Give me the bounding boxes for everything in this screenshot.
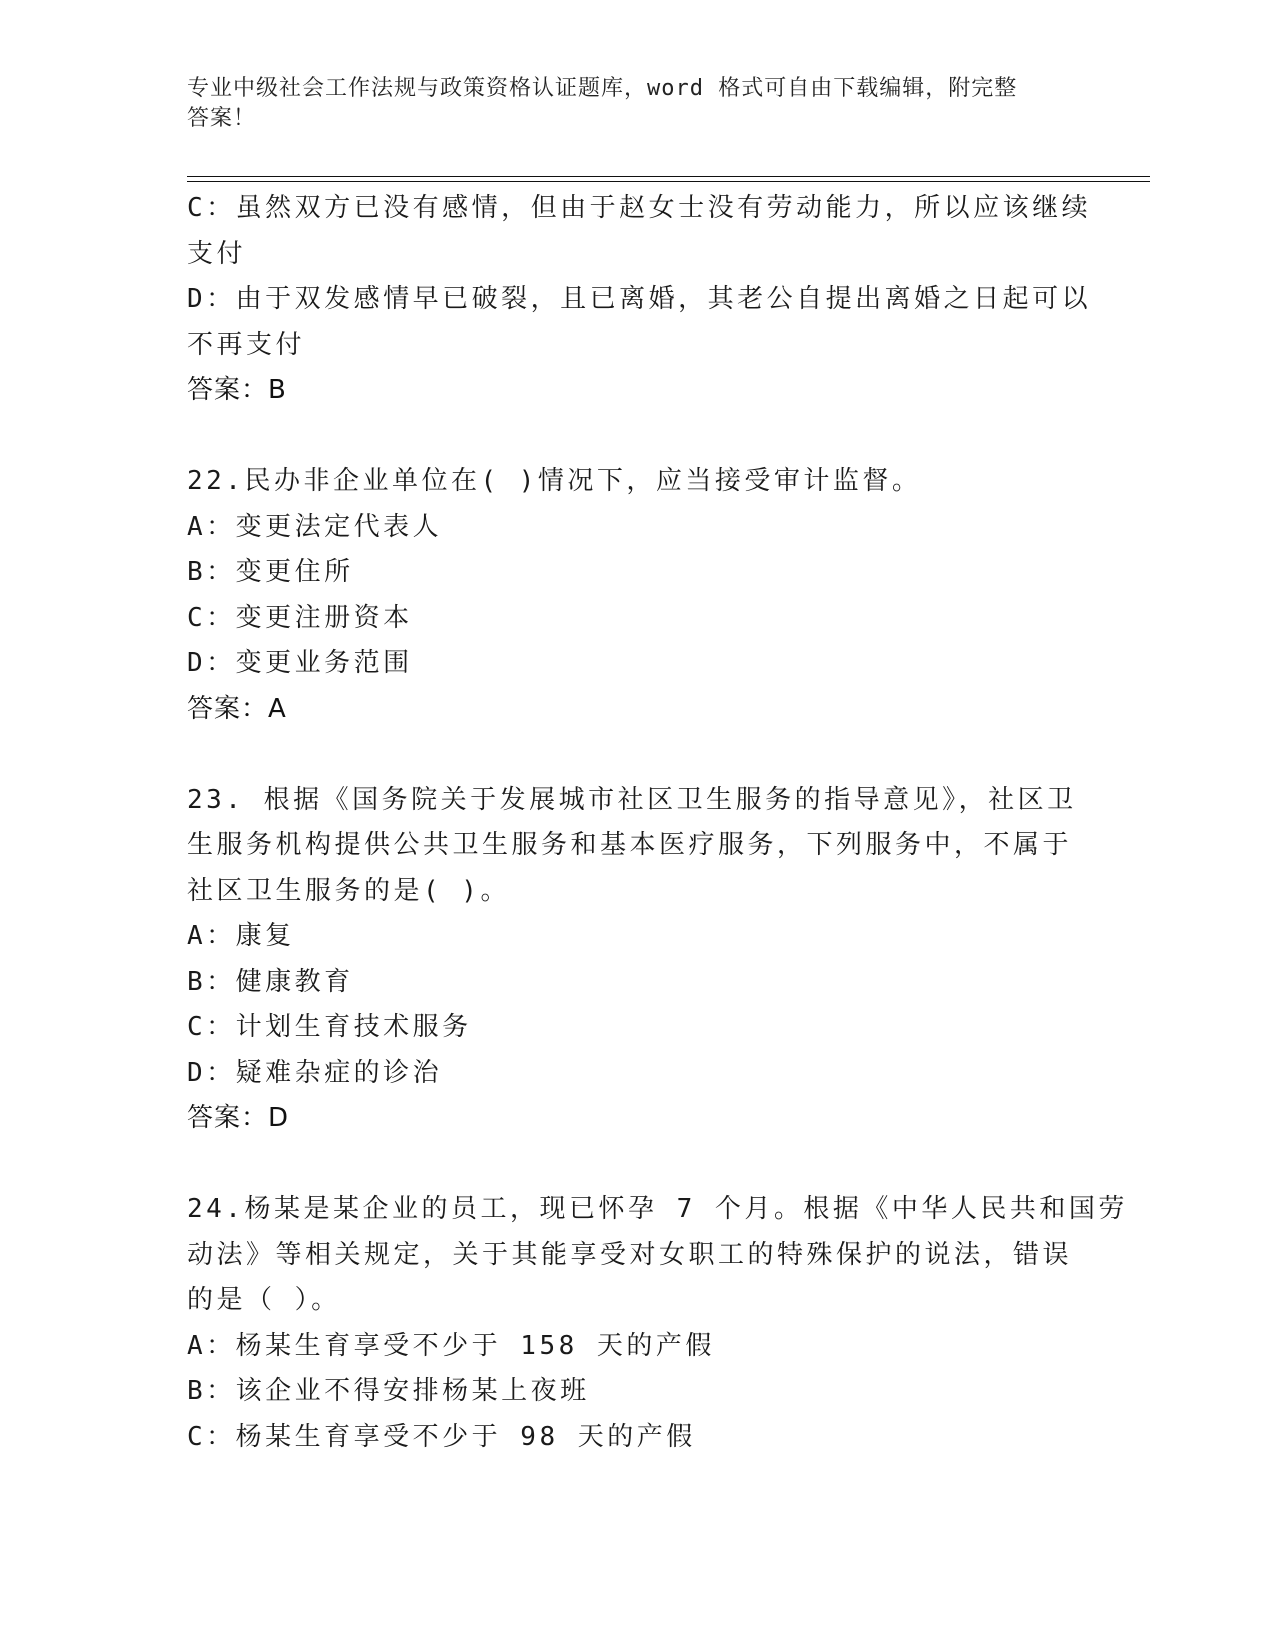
- question-stem: 23. 根据《国务院关于发展城市社区卫生服务的指导意见》，社区卫: [187, 784, 1077, 815]
- spacer: [187, 414, 1067, 460]
- option-b: B：变更住所: [187, 557, 354, 587]
- question-stem-continued: 社区卫生服务的是( )。: [187, 875, 510, 906]
- option-d-continued: 不再支付: [187, 329, 306, 360]
- option-c: C：变更注册资本: [187, 602, 413, 633]
- option-b: B：健康教育: [187, 966, 354, 997]
- header-title-line1: 专业中级社会工作法规与政策资格认证题库，word 格式可自由下载编辑，附完整: [187, 76, 1018, 101]
- answer: 答案：A: [187, 693, 287, 724]
- option-d: D：变更业务范围: [187, 648, 413, 678]
- answer: 答案：D: [187, 1103, 290, 1133]
- option-b: B：该企业不得安排杨某上夜班: [187, 1376, 590, 1406]
- option-c-continued: 支付: [187, 238, 247, 269]
- question-stem-continued: 的是（ ）。: [187, 1285, 341, 1315]
- option-c: C：虽然双方已没有感情，但由于赵女士没有劳动能力，所以应该继续: [187, 193, 1092, 223]
- spacer: [187, 732, 1067, 778]
- option-c: C：杨某生育享受不少于 98 天的产假: [187, 1421, 696, 1452]
- question-stem: 22.民办非企业单位在( )情况下，应当接受审计监督。: [187, 466, 922, 496]
- question-stem-continued: 生服务机构提供公共卫生服务和基本医疗服务，下列服务中，不属于: [187, 830, 1073, 860]
- page-header: [187, 74, 1067, 134]
- question-22: [187, 459, 1067, 732]
- option-a: A：变更法定代表人: [187, 511, 443, 542]
- question-24: [187, 1187, 1128, 1460]
- option-d: D：由于双发感情早已破裂，且已离婚，其老公自提出离婚之日起可以: [187, 284, 1092, 314]
- option-a: A：杨某生育享受不少于 158 天的产假: [187, 1330, 715, 1361]
- option-a: A：康复: [187, 921, 295, 951]
- spacer: [187, 1142, 1067, 1188]
- answer: 答案：B: [187, 375, 287, 405]
- document-body: [187, 186, 1128, 1460]
- header-rule-bottom: [187, 181, 1150, 182]
- option-d: D：疑难杂症的诊治: [187, 1057, 443, 1088]
- question-21-tail: [187, 186, 1092, 414]
- header-title-line2: 答案！: [187, 106, 257, 131]
- header-rule-top: [187, 176, 1150, 177]
- question-stem: 24.杨某是某企业的员工，现已怀孕 7 个月。根据《中华人民共和国劳: [187, 1194, 1128, 1224]
- question-23: [187, 778, 1077, 1142]
- option-c: C：计划生育技术服务: [187, 1012, 472, 1042]
- question-stem-continued: 动法》等相关规定，关于其能享受对女职工的特殊保护的说法，错误: [187, 1239, 1073, 1270]
